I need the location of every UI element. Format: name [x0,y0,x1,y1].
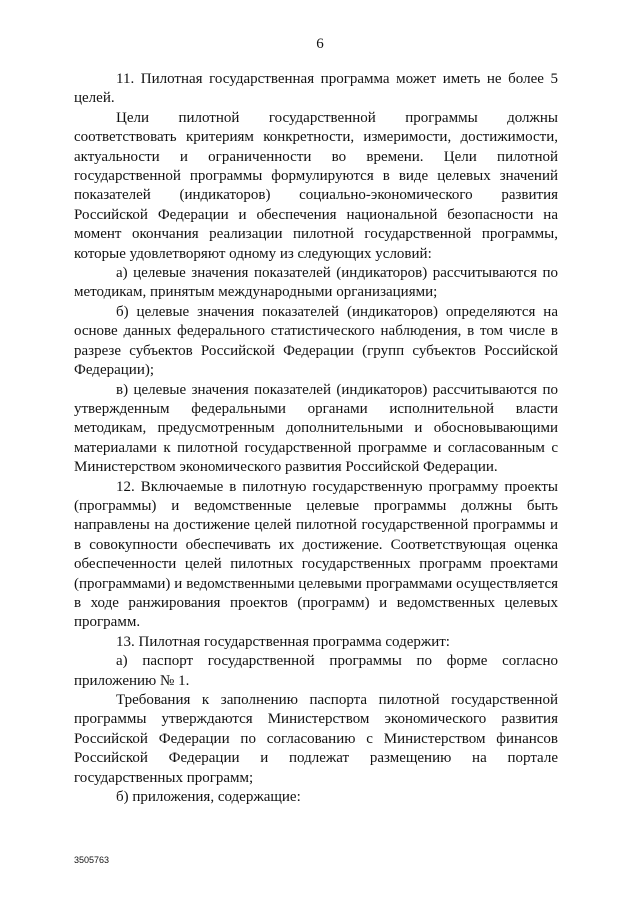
paragraph-item-12: 12. Включаемые в пилотную государственную программу проекты (программы) и ведомственные целевые программы должны быть направлены на достижение целей пилотной государственной программы и в совокупности обеспечивать их достижение. Соответствующая оценка обеспеченности целей пилотных государственных программ проектами (программами) и ведомственными целевыми программами осуществляется в ходе ранжирования проектов (программ) и ведомственных целевых программ. [74,478,558,631]
paragraph-item-11: 11. Пилотная государственная программа может иметь не более 5 целей. [74,71,558,107]
page-number: 6 [316,36,324,52]
paragraph-condition-c: в) целевые значения показателей (индикаторов) рассчитываются по утвержденным федеральными органами исполнительной власти методикам, предусмотренным дополнительными и обосновывающими материалами к пилотной государственной программе и согласованным с Министерством экономического развития Российской Федерации. [74,381,558,476]
paragraph-passport: а) паспорт государственной программы по форме согласно приложению № 1. [74,653,558,689]
paragraph-item-13: 13. Пилотная государственная программа содержит: [116,633,450,650]
paragraph-goal-criteria: Цели пилотной государственной программы должны соответствовать критериям конкретности, измеримости, достижимости, актуальности и ограниченности во времени. Цели пилотной государственной программы формулируются в виде целевых значений показателей (индикаторов) социально-экономического развития Российской Федерации и обеспечения национальной безопасности на момент окончания реализации пилотной государственной программы, которые удовлетворяют одному из следующих условий: [74,109,558,262]
document-body [74,70,558,807]
paragraph-condition-a: а) целевые значения показателей (индикаторов) рассчитываются по методикам, принятым международными организациями; [74,265,558,301]
document-code: 3505763 [74,855,110,865]
paragraph-appendices: б) приложения, содержащие: [116,789,301,806]
paragraph-condition-b: б) целевые значения показателей (индикаторов) определяются на основе данных федерального статистического наблюдения, в том числе в разрезе субъектов Российской Федерации (групп субъектов Российской Федерации); [74,303,558,379]
paragraph-passport-requirements: Требования к заполнению паспорта пилотной государственной программы утверждаются Министерством экономического развития Российской Федерации по согласованию с Министерством финансов Российской Федерации и подлежат размещению на портале государственных программ; [74,692,558,786]
